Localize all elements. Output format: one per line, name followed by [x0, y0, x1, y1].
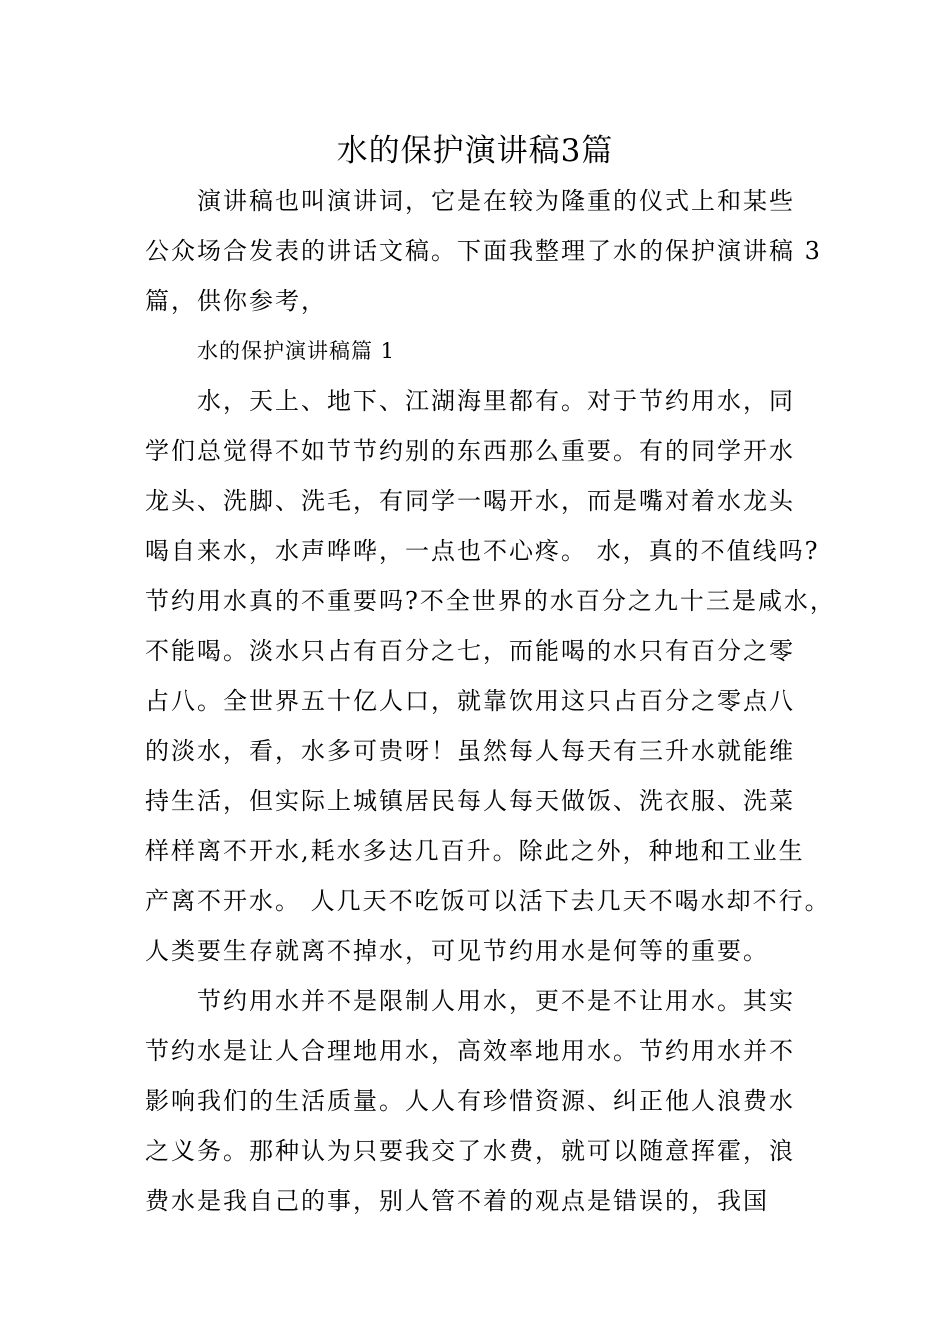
body-paragraph-2: [145, 976, 825, 1226]
intro-paragraph: [145, 176, 825, 326]
text-line: 持生活，但实际上城镇居民每人每天做饭、洗衣服、洗菜: [145, 787, 795, 815]
text-line: 费水是我自己的事，别人管不着的观点是错误的，我国: [145, 1187, 769, 1215]
document-body: [145, 176, 836, 1226]
section-heading: 水的保护演讲稿篇 1: [197, 339, 396, 363]
text-line: 节约水是让人合理地用水，高效率地用水。节约用水并不: [145, 1037, 795, 1065]
text-line: 的淡水，看，水多可贵呀！虽然每人每天有三升水就能维: [145, 737, 795, 765]
text-line: 学们总觉得不如节节约别的东西那么重要。有的同学开水: [145, 437, 795, 465]
text-line: 人类要生存就离不掉水，可见节约用水是何等的重要。: [145, 937, 769, 965]
text-line: 喝自来水，水声哗哗，一点也不心疼。 水，真的不值线吗?: [145, 537, 820, 565]
text-line: 公众场合发表的讲话文稿。下面我整理了水的保护演讲稿 3: [145, 237, 822, 265]
body-paragraph-1: [145, 376, 836, 976]
text-line: 占八。全世界五十亿人口，就靠饮用这只占百分之零点八: [145, 687, 795, 715]
text-line: 篇，供你参考，: [145, 287, 327, 315]
text-line: 节约用水真的不重要吗?不全世界的水百分之九十三是咸水，: [145, 587, 836, 615]
text-line: 节约用水并不是限制人用水，更不是不让用水。其实: [197, 987, 795, 1015]
text-line: 水，天上、地下、江湖海里都有。对于节约用水，同: [197, 387, 795, 415]
text-line: 之义务。那种认为只要我交了水费，就可以随意挥霍，浪: [145, 1137, 795, 1165]
text-line: 影响我们的生活质量。人人有珍惜资源、纠正他人浪费水: [145, 1087, 795, 1115]
document-title: 水的保护演讲稿3篇: [336, 133, 614, 169]
text-line: 不能喝。淡水只占有百分之七，而能喝的水只有百分之零: [145, 637, 795, 665]
text-line: 龙头、洗脚、洗毛，有同学一喝开水，而是嘴对着水龙头: [145, 487, 795, 515]
text-line: 样样离不开水,耗水多达几百升。除此之外，种地和工业生: [145, 837, 805, 865]
text-line: 演讲稿也叫演讲词，它是在较为隆重的仪式上和某些: [197, 187, 795, 215]
text-line: 产离不开水。 人几天不吃饭可以活下去几天不喝水却不行。: [145, 887, 831, 915]
